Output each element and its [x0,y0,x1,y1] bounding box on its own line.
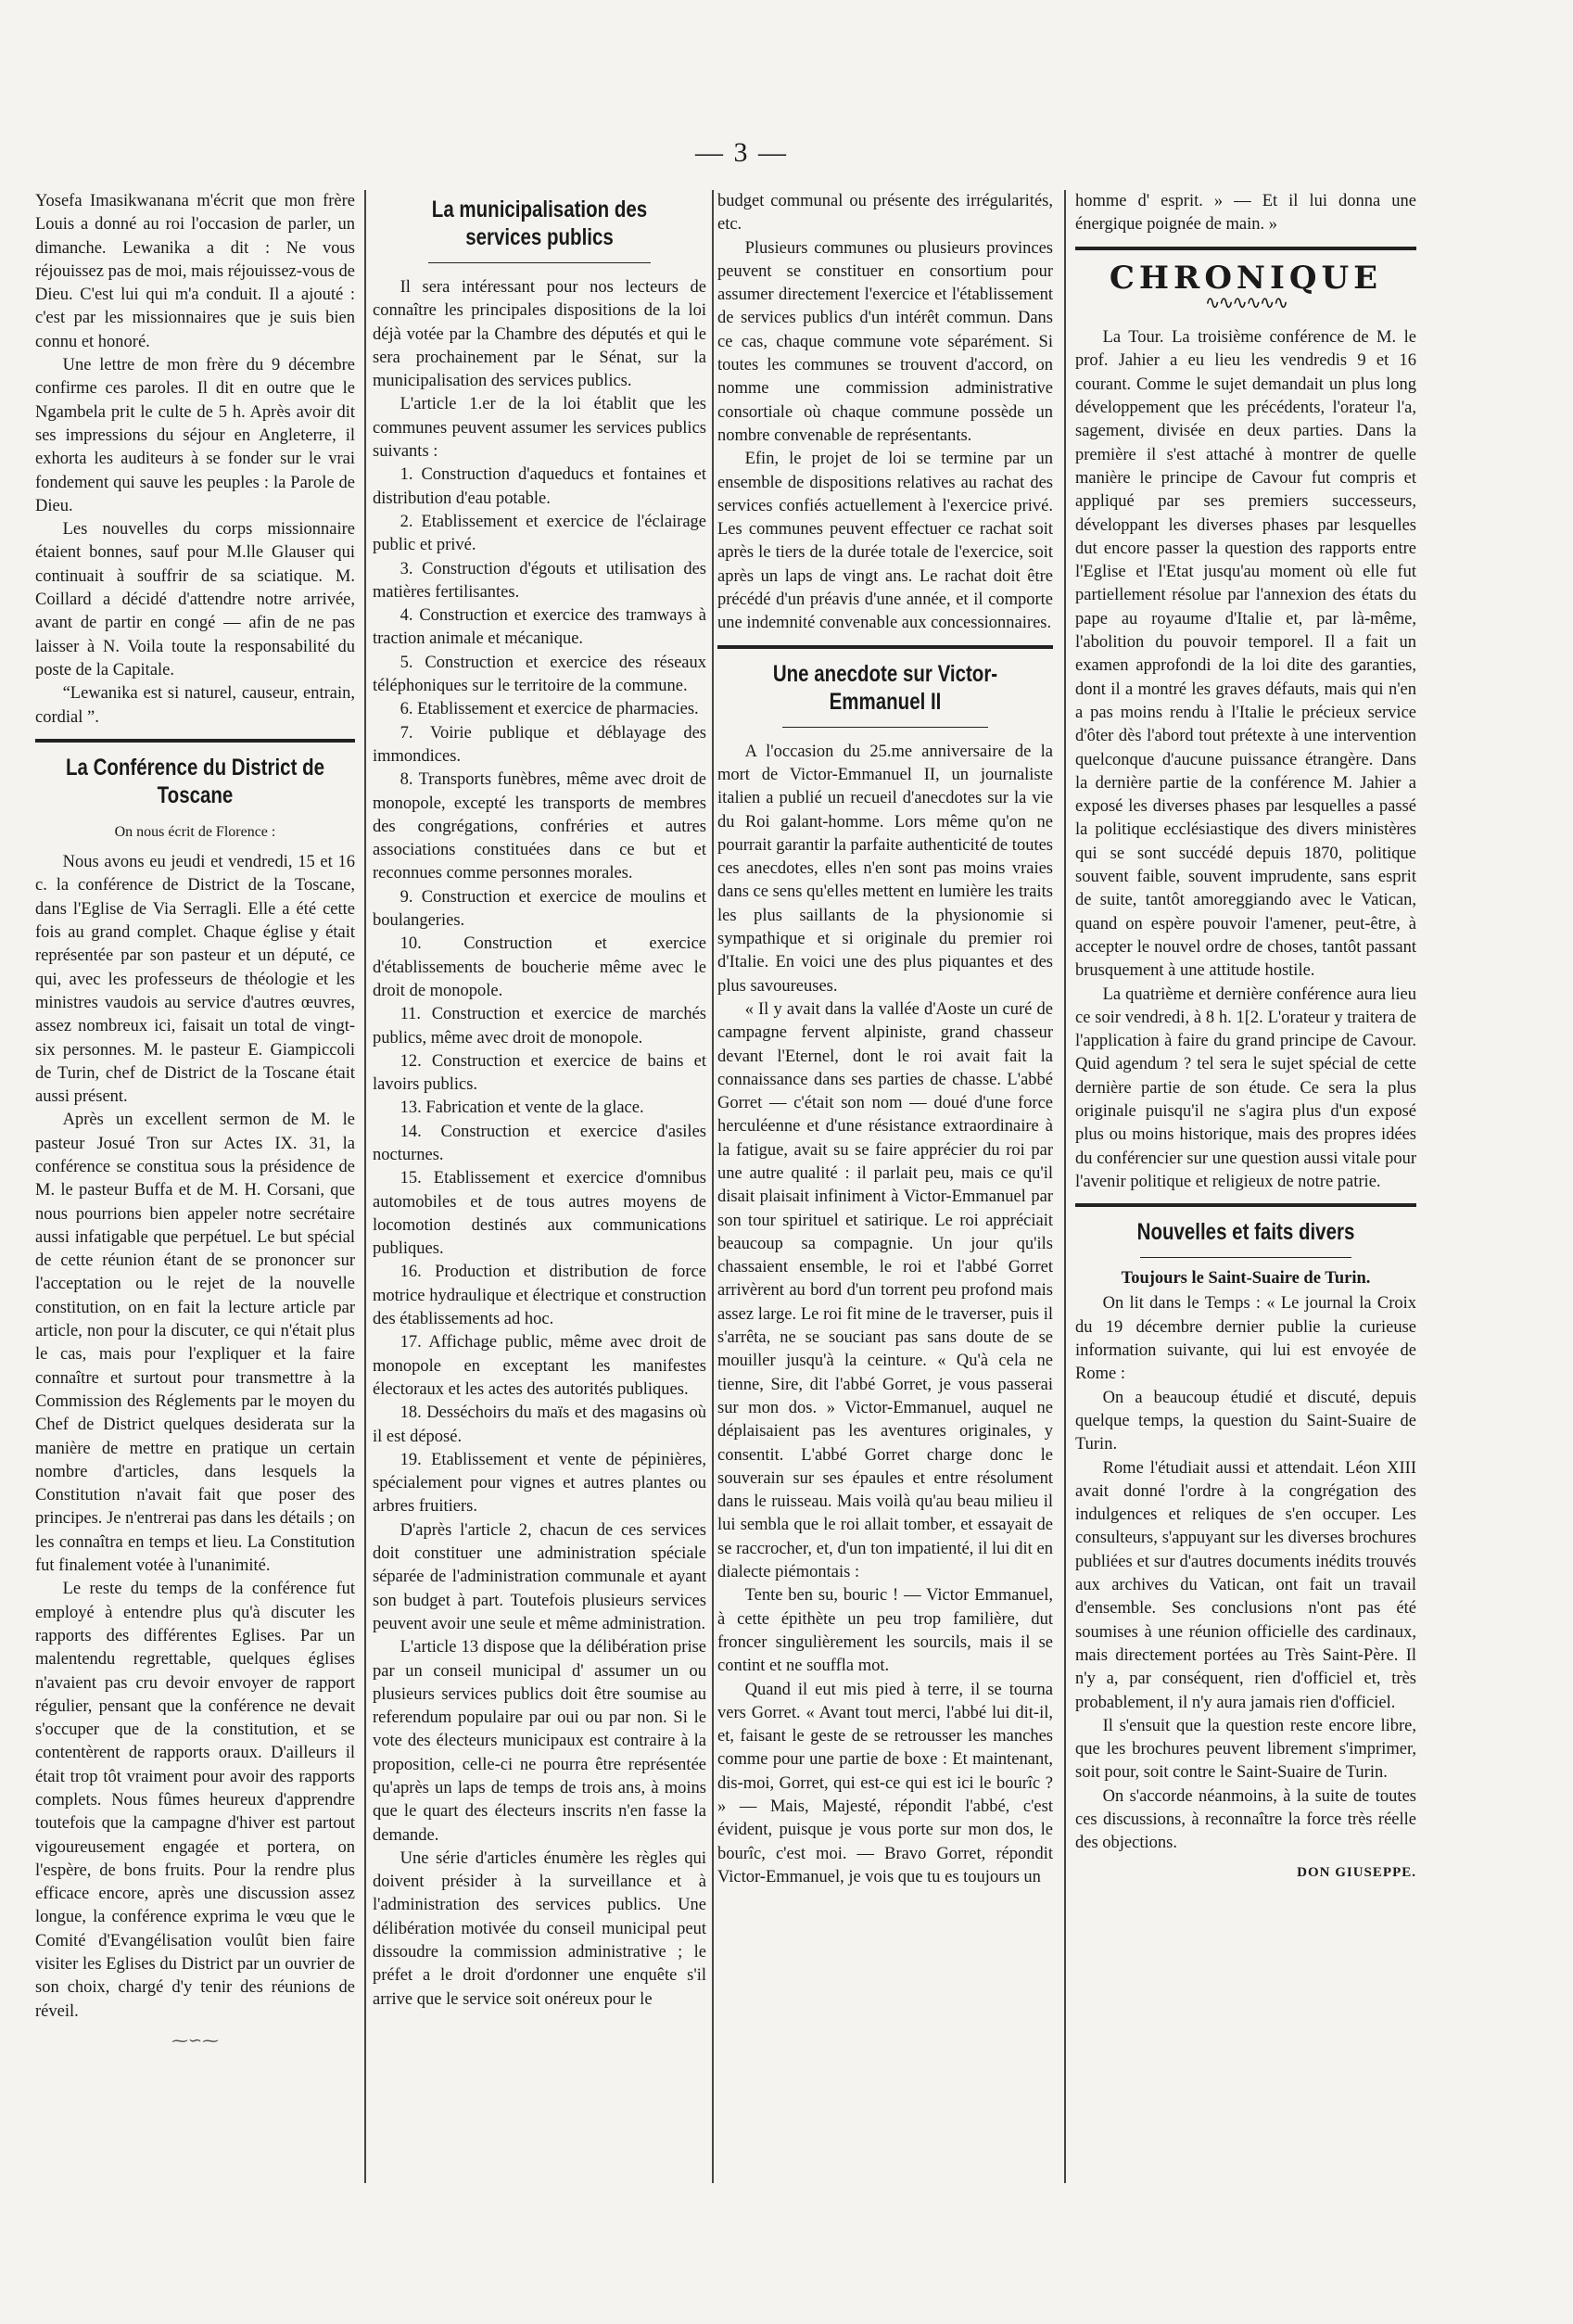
list-item: 6. Etablissement et exercice de pharmacies. [400,700,699,719]
paragraph: budget communal ou présente des irrégularités, etc. [717,192,1053,235]
signature: DON GIUSEPPE. [1297,1864,1416,1880]
list-item: 12. Construction et exercice de bains et lavoirs publics. [373,1051,706,1095]
list-item: 14. Construction et exercice d'asiles nocturnes. [373,1122,706,1164]
list-item: 10. Construction et exercice d'établissements de boucherie même avec le droit de monopole. [373,934,706,1000]
paragraph: Tente ben su, bouric ! — Victor Emmanuel, à cette épithète un peu trop familière, dut froncer singulièrement les sourcils, mais il se contint et ne souffla mot. [717,1586,1053,1676]
paragraph: Il s'ensuit que la question reste encore libre, que les brochures peuvent librement s'imprimer, soit pour, soit contre le Saint-Suaire de Turin. [1075,1716,1416,1783]
paragraph: Quand il eut mis pied à terre, il se tourna vers Gorret. « Avant tout merci, l'abbé lui dit-il, et, faisant le geste de se retrousser les manches comme pour une partie de boxe : Et maintenant, dis-moi, Gorret, qui est-ce qui est ici le bourîc ? » — Mais, Majesté, répondit l'abbé, c'est évident, puisque je vous porte sur mon dos, le bourîc, c'est moi. — Bravo Gorret, répondit Victor-Emmanuel, je vois que tu es toujours un [717,1680,1053,1886]
title-rule [428,262,651,263]
list-item: 3. Construction d'égouts et utilisation des matières fertilisantes. [373,559,706,602]
paragraph: Plusieurs communes ou plusieurs provinces peuvent se constituer en consortium pour assumer directement l'exercice et l'établissement de services publics d'un intérêt commun. Dans ce cas, chaque commune vote séparément. Si toutes les communes se trouvent d'accord, on nomme une commission administrative consortiale où chaque commune possède un nombre convenable de représentants. [717,238,1053,445]
section-rule [717,645,1053,649]
paragraph: L'article 1.er de la loi établit que les communes peuvent assumer les services publics suivants : [373,395,706,462]
page-number: — 3 — [695,137,788,168]
paragraph: Yosefa Imasikwanana m'écrit que mon frère Louis a donné au roi l'occasion de parler, un dimanche. Lewanika a dit : Ne vous réjouissez pas de moi, mais réjouissez-vous de Dieu. C'est lui qui m'a conduit. Il a ajouté : c'est par les missionnaires que je suis bien connu et honoré. [35,192,355,351]
paragraph: Efin, le projet de loi se termine par un ensemble de dispositions relatives au rachat des services confiés actuellement à l'exercice privé. Les communes peuvent effectuer ce rachat soit après le tiers de la durée totale de l'exercice, soit après un laps de vingt ans. Le rachat doit être précédé d'un préavis d'une année, et il comporte une indemnité convenable aux concessionnaires. [717,450,1053,633]
paragraph: Après un excellent sermon de M. le pasteur Josué Tron sur Actes IX. 31, la conférence se constitua sous la présidence de M. le pasteur Buffa et de M. H. Corsani, que nous pourrions bien appeler notre secrétaire aussi infatigable que perpétuel. Le but spécial de cette réunion étant de se prononcer sur l'acceptation ou le rejet de la nouvelle constitution, on en fait la lecture article par article, non pour la discuter, ce qui n'était plus le cas, mais pour l'expliquer et la faire connaître et surtout pour transmettre à la Commission des Réglements par le moyen du Chef de District quelques desiderata sur la manière de mettre en pratique un certain nombre d'articles, dans lesquels la Constitution n'avait fait que poser des principes. Je n'entrerai pas dans les détails ; on les connaîtra en temps et lieu. La Constitution fut finalement votée à l'unanimité. [35,1111,355,1576]
paragraph: Une lettre de mon frère du 9 décembre confirme ces paroles. Il dit en outre que le Ngambela prit le culte de 5 h. Après avoir dit ses impressions du séjour en Angleterre, il exhorta les auditeurs à se fonder sur le vrai fondement qui sauve les peuples : la Parole de Dieu. [35,356,355,515]
paragraph: On s'accorde néanmoins, à la suite de toutes ces discussions, à reconnaître la force très réelle des objections. [1075,1786,1416,1853]
article-subhead: Toujours le Saint-Suaire de Turin. [1121,1269,1371,1289]
column-rule [712,190,714,2183]
section-title-chronique: CHRONIQUE [1109,259,1383,297]
list-item: 8. Transports funèbres, même avec droit de monopole, excepté les transports de membres des congrégations, confréries et autres associations constituées dans ce but et reconnues comme personnes morales. [373,770,706,883]
end-ornament: ⁓∽⁓ [171,2030,220,2050]
article-title: La Conférence du District de Toscane [65,754,325,808]
paragraph: A l'occasion du 25.me anniversaire de la mort de Victor-Emmanuel II, un journaliste italien a publié un recueil d'anecdotes sur la vie du Roi galant-homme. Lors même qu'on ne pourrait garantir la parfaite authenticité de toutes ces anecdotes, elles n'en sont pas moins vraies dans ce sens qu'elles mettent en lumière les traits les plus saillants de la physionomie si sympathique et si originale du premier roi d'Italie. En voici une des plus piquantes et des plus savoureuses. [717,742,1053,996]
article-dateline: On nous écrit de Florence : [114,823,276,840]
list-item: 19. Etablissement et vente de pépinières, spécialement pour vignes et autres plantes ou arbres fruitiers. [373,1450,706,1517]
list-item: 9. Construction et exercice de moulins et boulangeries. [373,887,706,931]
column-rule [1064,190,1066,2183]
section-title-nouvelles: Nouvelles et faits divers [1136,1219,1355,1246]
list-item: 5. Construction et exercice des réseaux téléphoniques sur le territoire de la commune. [373,653,706,696]
column-2 [373,190,706,2202]
list-item: 2. Etablissement et exercice de l'éclairage public et privé. [373,512,706,555]
section-rule [1075,247,1416,250]
list-item: 18. Desséchoirs du maïs et des magasins où il est déposé. [373,1403,706,1446]
paragraph: Il sera intéressant pour nos lecteurs de connaître les principales dispositions de la loi déjà votée par la Chambre des députés et qui le sera prochainement par le Sénat, sur la municipalisation des services publics. [373,278,706,391]
paragraph: « Il y avait dans la vallée d'Aoste un curé de campagne fervent alpiniste, grand chasseur devant l'Eternel, dont le roi avait fait la connaissance dans ses parties de chasse. L'abbé Gorret — c'était son nom — doué d'une force herculéenne et d'une résistance extraordinaire à la fatigue, avait su se faire apprécier du roi par une autre qualité : il parlait peu, mais ce qu'il disait plaisait infiniment à Victor-Emmanuel par son tour spirituel et satirique. Le roi appréciait beaucoup sa compagnie. Un jour qu'ils chassaient ensemble, le roi et l'abbé Gorret arrivèrent au bord d'un torrent peu profond mais assez large. Le roi fit mine de le traverser, puis il s'arrêta, ne se souciant pas sans doute de se mouiller jusqu'à la ceinture. « Qu'à cela ne tienne, Sire, dit l'abbé Gorret, je vous passerai sur mon dos. » Victor-Emmanuel, auquel ne déplaisaient pas les aventures originales, y consentit. L'abbé Gorret charge donc le souverain sur ses épaules et entre résolument dans le ruisseau. Mais voilà qu'au beau milieu il lui sembla que le roi allait tomber, et essayait de se raccrocher, et, d'un ton impatienté, il lui dit en dialecte piémontais : [717,999,1053,1582]
list-item: 16. Production et distribution de force motrice hydraulique et électrique et construction des établissements ad hoc. [373,1263,706,1329]
paragraph: homme d' esprit. » — Et il lui donna une énergique poignée de main. » [1075,192,1416,235]
paragraph: On lit dans le Temps : « Le journal la Croix du 19 décembre dernier publie la curieuse information suivante, qui lui est envoyée de Rome : [1075,1294,1416,1384]
paragraph: Rome l'étudiait aussi et attendait. Léon XIII avait donné l'ordre à la congrégation des indulgences et reliques de s'en occuper. Les consulteurs, s'appuyant sur les diverses brochures publiées et sur d'autres documents inédits trouvés aux archives du Vatican, ont fait un travail d'ensemble. Ses conclusions n'ont pas été soumises à une réunion officielle des cardinaux, mais directement portées au Très Saint-Père. Il n'y a, par conséquent, rien d'officiel et, très probablement, il n'y aura jamais rien d'officiel. [1075,1458,1416,1712]
article-title: La municipalisation des services publics [431,197,648,250]
paragraph: L'article 13 dispose que la délibération prise par un conseil municipal d' assumer un ou plusieurs services publics doit être soumise au referendum populaire par oui ou par non. Si le vote des électeurs municipaux est contraire à la proposition, celle-ci ne pourra être représentée qu'après un laps de temps de trois ans, à moins que le quart des électeurs inscrits n'en fasse la demande. [373,1638,706,1845]
paragraph: La Tour. La troisième conférence de M. le prof. Jahier a eu lieu les vendredis 9 et 16 courant. Comme le sujet demandait un plus long développement que les précédents, l'orateur l'a, sagement, divisée en deux parties. Dans la première il s'est attaché à montrer de quelle manière le principe de Cavour fut compris et appliqué par ses premiers successeurs, développant les diverses phases par lesquelles dut encore passer la question des rapports entre l'Eglise et l'Etat jusqu'au moment où elle fut partiellement résolue par l'annexion des états du pape au royaume d'Italie et, par là-même, l'abolition du pouvoir temporel. Il a fait un examen approfondi de la loi dite des garanties, dont il a montré les graves défauts, mais qui n'en a pas moins rendu à l'Italie le précieux service d'ôter dès l'abord tout prétexte à une intervention quelconque d'aucune puissance étrangère. Dans la dernière partie de la conférence M. Jahier a exposé les diverses phases par lesquelles a passé la politique ecclésiastique des divers ministères qui se sont succédé depuis 1870, politique souvent faible, souvent imprudente, sans esprit de suite, tantôt amoreggiando avec le Vatican, quand on espère pouvoir l'amener, peut-être, à accepter le nouvel ordre de choses, tantôt passant brusquement à une attitude hostile. [1075,328,1416,981]
paragraph: D'après l'article 2, chacun de ces services doit constituer une administration spéciale séparée de l'administration communale et ayant son budget à part. Toutefois plusieurs services peuvent avoir une seule et même administration. [373,1520,706,1633]
paragraph: On a beaucoup étudié et discuté, depuis quelque temps, la question du Saint-Suaire de Turin. [1075,1388,1416,1454]
list-item: 15. Etablissement et exercice d'omnibus automobiles et de tous autres moyens de locomotion destinés aux communications publiques. [373,1169,706,1259]
list-item: 4. Construction et exercice des tramways à traction animale et mécanique. [373,606,706,649]
section-rule [35,739,355,743]
title-rule [1140,1257,1351,1258]
paragraph: Une série d'articles énumère les règles qui doivent présider à la surveillance et à l'administration des services publics. Une délibération motivée du conseil municipal peut dissoudre la commission administrative ; le préfet a le droit d'ordonner une enquête s'il arrive que le service soit onéreux pour le [373,1848,706,2009]
column-1 [35,190,355,2202]
column-4 [1075,190,1416,2202]
paragraph: Nous avons eu jeudi et vendredi, 15 et 16 c. la conférence de District de la Toscane, dans l'Eglise de Via Serragli. Elle a été cette fois au grand complet. Chaque église y était représentée par son pasteur et un député, ce qui, avec les professeurs de théologie et les ministres vaudois au service d'autres œuvres, assez nombreux ici, faisait un total de vingt-six personnes. M. le pasteur E. Giampiccoli de Turin, chef de District de la Toscane était aussi présent. [35,853,355,1107]
paragraph: Les nouvelles du corps missionnaire étaient bonnes, sauf pour M.lle Glauser qui continuait à souffrir de sa sciatique. M. Coillard a décidé d'attendre notre arrivée, avant de partir en congé — afin de ne pas laisser à N. Voila toute la responsabilité du poste de la Capitale. [35,520,355,679]
column-rule [364,190,366,2183]
ornament: ∿∿∿∿∿∿ [1204,292,1288,313]
paragraph: Le reste du temps de la conférence fut employé à entendre plus qu'à discuter les rapports des différentes Eglises. Par un malentendu regrettable, quelques églises n'avaient pas cru devoir envoyer de rapport régulier, pensant que la conférence ne devait s'occuper que de la constitution, et se contentèrent de rapports oraux. D'ailleurs il était trop tôt vraiment pour avoir des rapports complets. Nous fûmes heureux d'apprendre toutefois que la campagne d'hiver est partout vigoureusement engagée et portera, on l'espère, de bons fruits. Pour la rendre plus efficace encore, après une discussion assez longue, la conférence exprima le vœu que le Comité d'Evangélisation voulût bien faire visiter les Eglises du District par un ouvrier de son choix, chargé d'y tenir des réunions de réveil. [35,1580,355,2021]
section-rule [1075,1203,1416,1207]
paragraph: La quatrième et dernière conférence aura lieu ce soir vendredi, à 8 h. 1[2. L'orateur y traitera de l'application à faire du grand principe de Cavour. Quid agendum ? tel sera le sujet spécial de cette dernière partie de son étude. Ce sera la plus originale puisqu'il ne s'agira plus d'un exposé plus ou moins historique, mais des propres idées du conférencier sur une question aussi vitale pour l'avenir politique et religieux de notre patrie. [1075,984,1416,1191]
list-item: 7. Voirie publique et déblayage des immondices. [373,723,706,766]
list-item: 11. Construction et exercice de marchés publics, même avec droit de monopole. [373,1005,706,1048]
title-rule [782,727,988,728]
list-item: 13. Fabrication et vente de la glace. [400,1099,644,1118]
article-title: Une anecdote sur Victor-Emmanuel II [772,660,998,715]
list-item: 17. Affichage public, même avec droit de monopole en exceptant les manifestes électoraux et les actes des autorités publiques. [373,1333,706,1399]
list-item: 1. Construction d'aqueducs et fontaines et distribution d'eau potable. [373,465,706,508]
column-3 [717,190,1053,2202]
paragraph: “Lewanika est si naturel, causeur, entrain, cordial ”. [35,684,355,727]
